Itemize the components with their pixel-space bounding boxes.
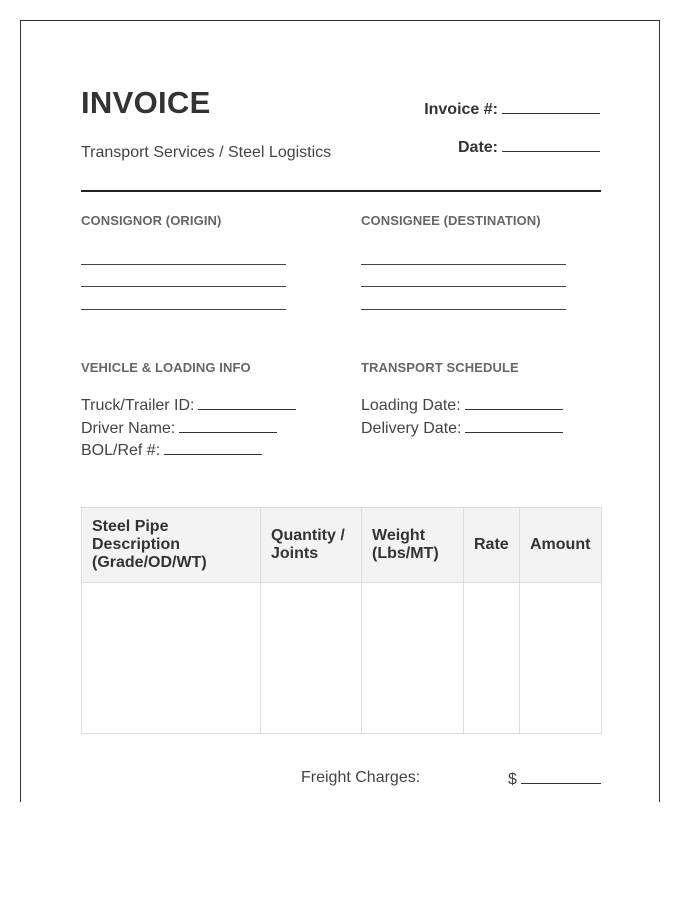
consignee-line-3[interactable] xyxy=(361,309,566,310)
column-header-rate: Rate xyxy=(464,508,520,583)
consignor-line-2[interactable] xyxy=(81,286,286,287)
cell-quantity[interactable] xyxy=(261,583,362,734)
bol-ref-blank[interactable] xyxy=(164,440,262,455)
loading-date-blank[interactable] xyxy=(465,395,563,410)
truck-trailer-field xyxy=(81,395,296,415)
schedule-heading: TRANSPORT SCHEDULE xyxy=(361,360,519,375)
invoice-page xyxy=(20,20,660,802)
consignee-line-1[interactable] xyxy=(361,264,566,265)
freight-charges-label: Freight Charges: xyxy=(301,769,421,786)
bol-ref-field xyxy=(81,440,262,460)
invoice-date-blank[interactable] xyxy=(502,137,600,152)
freight-charges-field xyxy=(508,769,601,789)
driver-name-label: Driver Name: xyxy=(81,420,176,437)
header-divider xyxy=(81,190,601,192)
invoice-date-field xyxy=(458,137,600,157)
consignee-heading: CONSIGNEE (DESTINATION) xyxy=(361,213,541,228)
line-items-table xyxy=(81,507,602,734)
delivery-date-field xyxy=(361,418,563,438)
invoice-number-blank[interactable] xyxy=(502,99,600,114)
invoice-title: INVOICE xyxy=(81,85,211,120)
delivery-date-label: Delivery Date: xyxy=(361,420,462,437)
cell-description[interactable] xyxy=(82,583,261,734)
invoice-date-label: Date: xyxy=(457,139,498,156)
bol-ref-label: BOL/Ref #: xyxy=(81,442,161,459)
invoice-number-label: Invoice #: xyxy=(424,101,498,118)
table-header-row xyxy=(82,508,602,583)
invoice-subtitle: Transport Services / Steel Logistics xyxy=(81,144,332,161)
delivery-date-blank[interactable] xyxy=(465,418,563,433)
consignor-heading: CONSIGNOR (ORIGIN) xyxy=(81,213,222,228)
column-header-amount: Amount xyxy=(520,508,602,583)
truck-trailer-blank[interactable] xyxy=(198,395,296,410)
currency-symbol: $ xyxy=(508,771,517,788)
driver-name-field xyxy=(81,418,277,438)
column-header-quantity: Quantity / Joints xyxy=(261,508,362,583)
column-header-description: Steel Pipe Description (Grade/OD/WT) xyxy=(82,508,261,583)
driver-name-blank[interactable] xyxy=(179,418,277,433)
column-header-weight: Weight (Lbs/MT) xyxy=(362,508,464,583)
freight-charges-blank[interactable] xyxy=(521,769,601,784)
vehicle-heading: VEHICLE & LOADING INFO xyxy=(81,360,251,375)
truck-trailer-label: Truck/Trailer ID: xyxy=(81,397,195,414)
consignor-line-3[interactable] xyxy=(81,309,286,310)
loading-date-label: Loading Date: xyxy=(361,397,461,414)
cell-weight[interactable] xyxy=(362,583,464,734)
invoice-number-field xyxy=(424,99,600,119)
cell-amount[interactable] xyxy=(520,583,602,734)
table-row xyxy=(82,583,602,734)
loading-date-field xyxy=(361,395,563,415)
consignee-line-2[interactable] xyxy=(361,286,566,287)
cell-rate[interactable] xyxy=(464,583,520,734)
consignor-line-1[interactable] xyxy=(81,264,286,265)
